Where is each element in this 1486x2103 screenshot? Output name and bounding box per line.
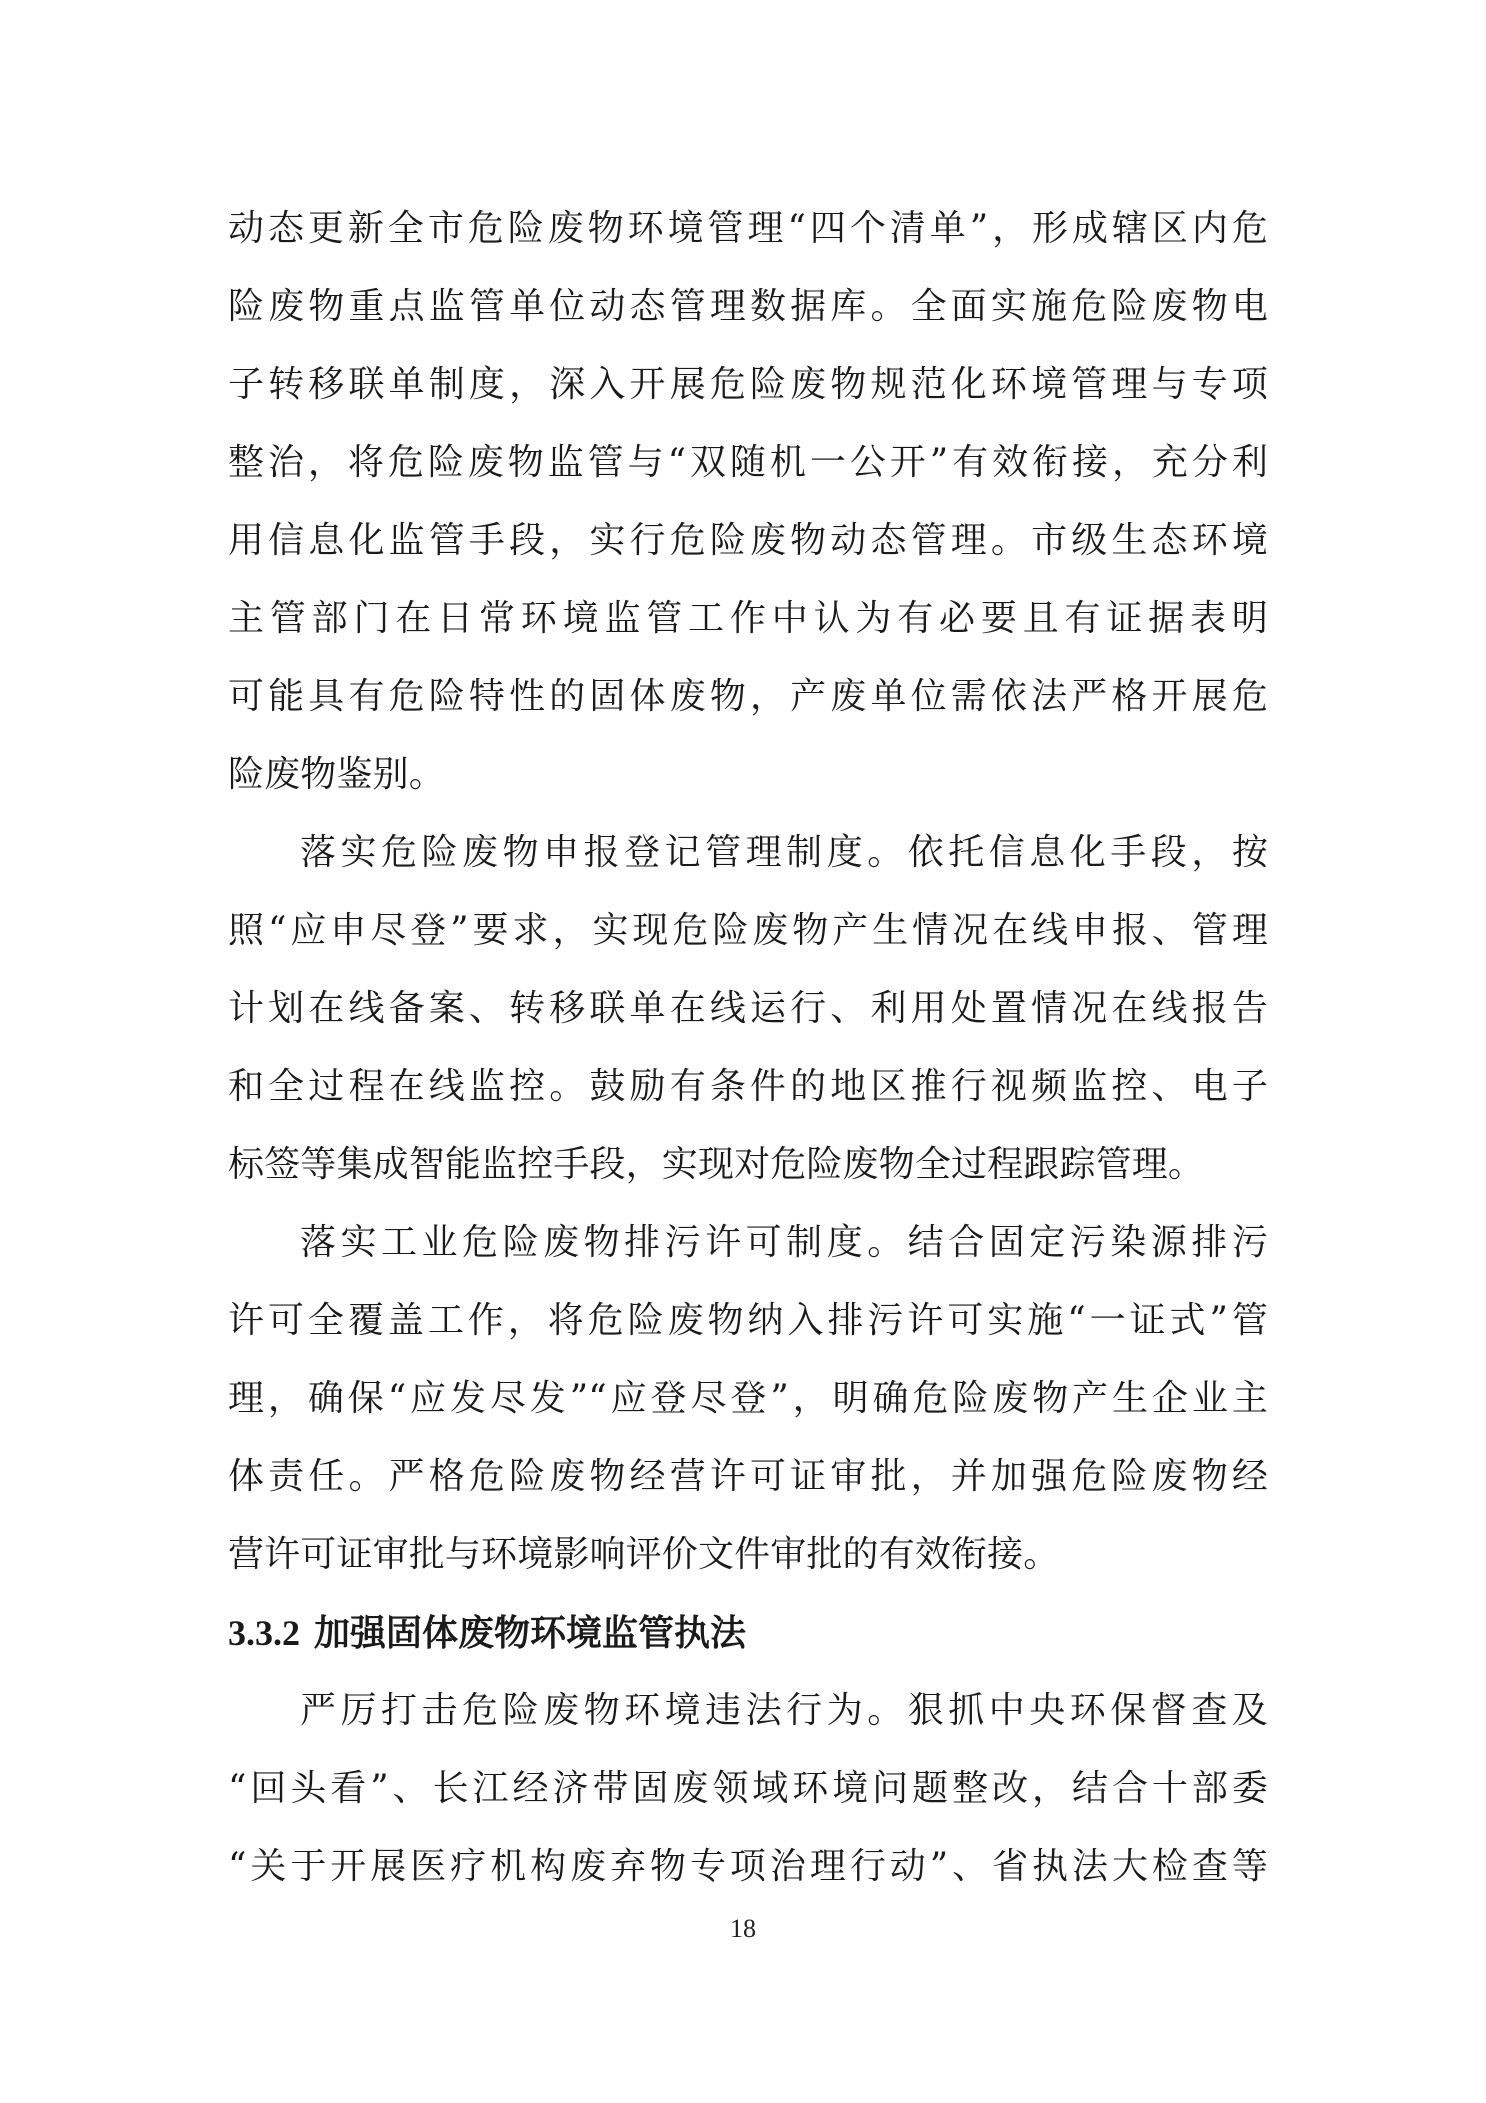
- text-line: 动态更新全市危险废物环境管理“四个清单”，形成辖区内危: [228, 208, 1268, 249]
- text-line: 子转移联单制度，深入开展危险废物规范化环境管理与专项: [228, 364, 1268, 405]
- text-line: 营许可证审批与环境影响评价文件审批的有效衔接。: [228, 1534, 1060, 1575]
- text-line: 落实危险废物申报登记管理制度。依托信息化手段，按: [300, 832, 1268, 873]
- text-line: 体责任。严格危险废物经营许可证审批，并加强危险废物经: [228, 1456, 1268, 1497]
- text-line: 标签等集成智能监控手段，实现对危险废物全过程跟踪管理。: [228, 1144, 1205, 1185]
- text-line: “回头看”、长江经济带固废领域环境问题整改，结合十部委: [228, 1768, 1268, 1809]
- text-line: 理，确保“应发尽发”“应登尽登”，明确危险废物产生企业主: [228, 1378, 1268, 1419]
- text-line: “关于开展医疗机构废弃物专项治理行动”、省执法大检查等: [228, 1846, 1268, 1887]
- document-body: [228, 190, 1268, 1906]
- paragraph: [228, 1204, 1268, 1594]
- text-line: 整治，将危险废物监管与“双随机一公开”有效衔接，充分利: [228, 442, 1268, 483]
- text-line: 险废物鉴别。: [228, 754, 445, 795]
- text-line: 可能具有危险特性的固体废物，产废单位需依法严格开展危: [228, 676, 1268, 717]
- text-line: 许可全覆盖工作，将危险废物纳入排污许可实施“一证式”管: [228, 1300, 1268, 1341]
- text-line: 严厉打击危险废物环境违法行为。狠抓中央环保督查及: [300, 1690, 1268, 1731]
- text-line: 险废物重点监管单位动态管理数据库。全面实施危险废物电: [228, 286, 1268, 327]
- text-line: 和全过程在线监控。鼓励有条件的地区推行视频监控、电子: [228, 1066, 1268, 1107]
- text-line: 用信息化监管手段，实行危险废物动态管理。市级生态环境: [228, 520, 1268, 561]
- text-line: 计划在线备案、转移联单在线运行、利用处置情况在线报告: [228, 988, 1268, 1029]
- text-line: 照“应申尽登”要求，实现危险废物产生情况在线申报、管理: [228, 910, 1268, 951]
- section-heading: [228, 1594, 1268, 1672]
- paragraph: [228, 190, 1268, 814]
- page-number: 18: [730, 1914, 756, 1943]
- text-line: 主管部门在日常环境监管工作中认为有必要且有证据表明: [228, 598, 1268, 639]
- section-number: 3.3.2: [228, 1613, 300, 1653]
- paragraph: [228, 1672, 1268, 1906]
- paragraph: [228, 814, 1268, 1204]
- text-line: 落实工业危险废物排污许可制度。结合固定污染源排污: [300, 1222, 1268, 1263]
- section-title: 加强固体废物环境监管执法: [314, 1612, 747, 1654]
